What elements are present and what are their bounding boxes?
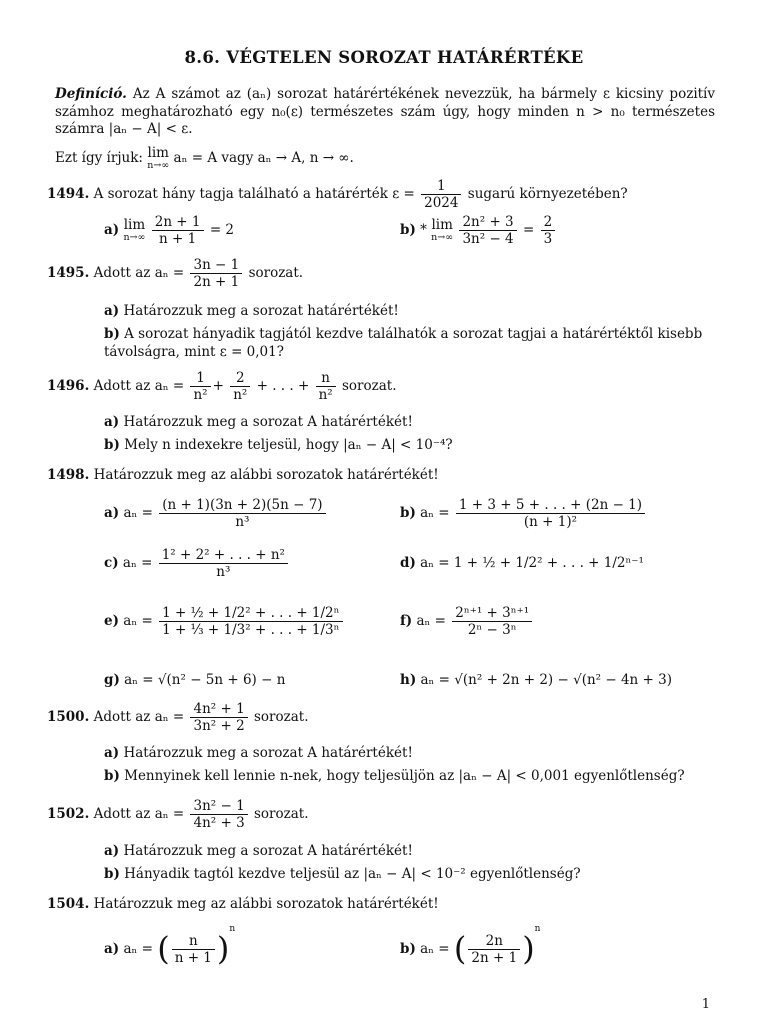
problem-1504: [47, 896, 439, 914]
an-equals: aₙ =: [420, 941, 450, 957]
an-equals: aₙ =: [124, 672, 154, 688]
subpart-text: Határozzuk meg a sorozat A határértékét!: [123, 843, 413, 859]
problem-1494-a: [104, 214, 234, 247]
problem-text: Adott az aₙ =: [93, 709, 185, 726]
subpart-label: a): [104, 222, 120, 239]
problem-number: 1494.: [47, 186, 90, 203]
subpart-text: A sorozat hányadik tagjától kezdve találhatók a sorozat tagjai a határértéktől kisebb távolságra, mint ε = 0,01?: [104, 326, 703, 360]
subpart-label: h): [400, 672, 417, 688]
formula-fraction: $\frac{1 + 3 + 5 + . . . + (2n - 1)}{\text{(n + 1)²}}$: [456, 497, 645, 530]
epsilon-fraction: $\frac{1}{2024}$: [421, 178, 461, 211]
formula-expression: √(n² + 2n + 2) − √(n² − 4n + 3): [454, 672, 672, 688]
term-fraction: $\frac{1}{\text{n²}}$: [190, 370, 210, 403]
problem-text-end: sorozat.: [248, 265, 304, 282]
subpart-label: b): [400, 222, 416, 239]
problem-1498-h: [400, 672, 672, 690]
subpart-text: Határozzuk meg a sorozat A határértékét!: [123, 745, 413, 761]
subpart-label: d): [400, 555, 416, 571]
problem-1498-c: [104, 547, 290, 580]
problem-text-end: sorozat.: [341, 378, 397, 395]
formula-rhs: = 2: [209, 222, 235, 239]
subpart-text: Mely n indexekre teljesül, hogy |aₙ − A| < 10⁻⁴?: [124, 437, 453, 453]
subpart-label: a): [104, 414, 120, 430]
an-equals: aₙ =: [420, 555, 450, 571]
page-title: 8.6. VÉGTELEN SOROZAT HATÁRÉRTÉKE: [184, 48, 584, 67]
subpart-label: c): [104, 555, 119, 572]
subpart-label: f): [400, 613, 413, 630]
subpart-label: b): [104, 437, 120, 453]
problem-1498-f: [400, 605, 534, 638]
term-fraction: $\frac{n}{\text{n²}}$: [316, 370, 336, 403]
an-equals: aₙ =: [416, 613, 446, 630]
problem-text: A sorozat hány tagja található a határérték ε =: [93, 186, 415, 203]
problem-1498: [47, 467, 439, 485]
problem-1498-a: [104, 497, 328, 530]
problem-number: 1500.: [47, 709, 90, 726]
subpart-label: b): [104, 768, 120, 784]
lim-operator: lim n→∞: [431, 217, 454, 243]
formula-fraction: $\frac{(n + 1)(3n + 2)(5n - 7)}{\text{n³}}$: [159, 497, 325, 530]
exponent: n: [534, 924, 541, 934]
subpart-label: b): [104, 866, 120, 882]
problem-text: Adott az aₙ =: [93, 378, 185, 395]
formula-expression: √(n² − 5n + 6) − n: [157, 672, 286, 688]
problem-1500: [47, 701, 308, 734]
definition-notation: [55, 147, 715, 170]
lim-operator: lim n→∞: [147, 145, 170, 171]
formula-fraction: $\frac{\text{3n² − 1}}{\text{4n² + 3}}$: [190, 798, 247, 831]
problem-1494: [47, 178, 707, 211]
formula-fraction: $\frac{2n}{2n + 1}$: [468, 933, 520, 966]
subpart-label: a): [104, 303, 120, 319]
formula-expression: 1 + ½ + 1/2² + . . . + 1/2ⁿ⁻¹: [453, 555, 644, 571]
ellipsis: + . . . +: [256, 378, 310, 395]
notation-prefix: Ezt így írjuk:: [55, 150, 143, 166]
formula-fraction: $\frac{\text{1² + 2² + . . . + n²}}{\text{n³}}$: [159, 547, 288, 580]
definition-label: Definíció.: [55, 86, 127, 102]
formula-fraction: $\frac{\text{1 + ½ + 1/2² + . . . + 1/2ⁿ}}{\text{1 + ⅓ + 1/3² + . . . + 1/3ⁿ}}$: [159, 605, 342, 638]
problem-1498-d: [400, 555, 644, 573]
problem-number: 1498.: [47, 467, 90, 483]
formula-fraction: $\frac{3n - 1}{2n + 1}$: [190, 257, 242, 290]
an-equals: aₙ =: [420, 672, 450, 688]
an-equals: aₙ =: [420, 505, 450, 522]
subpart-label: a): [104, 745, 120, 761]
problem-text-end: sugarú környezetében?: [467, 186, 628, 203]
problem-text: Adott az aₙ =: [93, 265, 185, 282]
problem-number: 1496.: [47, 378, 90, 395]
subpart-text: Mennyinek kell lennie n-nek, hogy teljesüljön az |aₙ − A| < 0,001 egyenlőtlenség?: [124, 768, 685, 784]
definition-paragraph: [55, 86, 715, 139]
an-equals: aₙ =: [122, 555, 153, 572]
problem-1496-a: [104, 414, 413, 432]
subpart-label: a): [104, 505, 120, 522]
problem-1502: [47, 798, 308, 831]
problem-1504-a: a) aₙ = ( $\frac{n}{n + 1}$ )$^n$: [104, 924, 236, 968]
problem-1495-a: [104, 303, 399, 321]
lim-operator: lim n→∞: [123, 217, 146, 243]
problem-number: 1502.: [47, 806, 90, 823]
term-fraction: $\frac{2}{\text{n²}}$: [230, 370, 250, 403]
problem-number: 1495.: [47, 265, 90, 282]
problem-1494-b: b) * lim n→∞ $\frac{\text{2n² + 3}}{\text{3n² − 4}}$ = $\frac{2}{3}$: [400, 214, 557, 247]
problem-text: Adott az aₙ =: [93, 806, 185, 823]
subpart-text: Határozzuk meg a sorozat határértékét!: [123, 303, 399, 319]
problem-1496-b: [104, 437, 453, 455]
formula-fraction: $\frac{\text{2ⁿ⁺¹ + 3ⁿ⁺¹}}{\text{2ⁿ − 3ⁿ}}$: [452, 605, 532, 638]
problem-1500-a: [104, 745, 413, 763]
notation-formula: aₙ = A vagy aₙ → A, n → ∞.: [173, 150, 354, 166]
exponent: n: [229, 924, 236, 934]
problem-1500-b: [104, 768, 685, 786]
subpart-label: a): [104, 843, 120, 859]
problem-1498-b: [400, 497, 647, 530]
formula-fraction: $\frac{\text{2n² + 3}}{\text{3n² − 4}}$: [459, 214, 516, 247]
definition-text: Az A számot az (aₙ) sorozat határértékének nevezzük, ha bármely ε kicsiny pozitív számhoz meghatározható egy n₀(ε) természetes szám úgy, hogy minden n > n₀ természetes számra |aₙ − A| < ε.: [55, 86, 716, 138]
problem-text: Határozzuk meg az alábbi sorozatok határértékét!: [93, 896, 439, 912]
formula-fraction: $\frac{\text{4n² + 1}}{\text{3n² + 2}}$: [190, 701, 247, 734]
an-equals: aₙ =: [123, 505, 153, 522]
problem-number: 1504.: [47, 896, 90, 912]
formula-fraction: $\frac{2n + 1}{n + 1}$: [152, 214, 204, 247]
formula-rhs-fraction: $\frac{2}{3}$: [541, 214, 556, 247]
page-number: 1: [701, 997, 710, 1012]
problem-1504-b: b) aₙ = ( $\frac{2n}{2n + 1}$ )$^n$: [400, 924, 541, 968]
problem-1496: 1496. Adott az aₙ = $\frac{1}{\text{n²}}$ + $\frac{2}{\text{n²}}$ + . . . + $\frac{n}{\text{n²}}$ sorozat.: [47, 370, 397, 404]
problem-text: Határozzuk meg az alábbi sorozatok határértékét!: [93, 467, 439, 483]
subpart-text: Hányadik tagtól kezdve teljesül az |aₙ − A| < 10⁻² egyenlőtlenség?: [124, 866, 581, 882]
problem-1498-e: [104, 605, 345, 638]
problem-text-end: sorozat.: [253, 806, 309, 823]
problem-text-end: sorozat.: [253, 709, 309, 726]
problem-1498-g: [104, 672, 285, 690]
problem-1495-b: [104, 326, 714, 361]
subpart-label: a): [104, 941, 120, 957]
an-equals: aₙ =: [123, 613, 153, 630]
subpart-label: b): [400, 941, 416, 957]
subpart-label: b): [104, 326, 120, 342]
an-equals: aₙ =: [123, 941, 153, 957]
star-mark: *: [420, 222, 427, 239]
problem-1495: [47, 257, 303, 290]
subpart-label: e): [104, 613, 119, 630]
problem-1502-b: [104, 866, 581, 884]
subpart-label: b): [400, 505, 416, 522]
formula-fraction: $\frac{n}{n + 1}$: [172, 933, 215, 966]
problem-1502-a: [104, 843, 413, 861]
subpart-text: Határozzuk meg a sorozat A határértékét!: [123, 414, 413, 430]
subpart-label: g): [104, 672, 120, 688]
